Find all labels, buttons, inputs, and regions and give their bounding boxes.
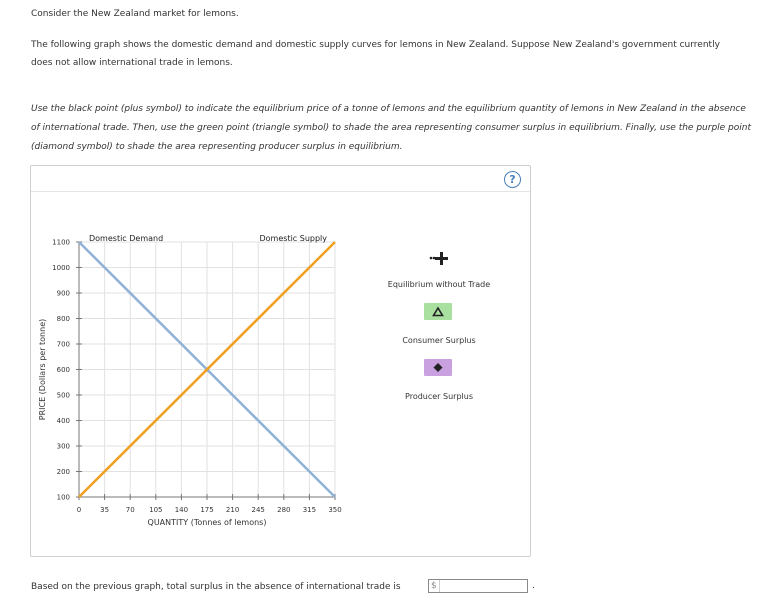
x-tick-label: 140 xyxy=(174,506,189,514)
supply-demand-chart[interactable] xyxy=(31,166,532,558)
x-tick-label: 350 xyxy=(328,506,342,514)
y-tick-label: 500 xyxy=(56,391,70,400)
y-tick-label: 1000 xyxy=(52,264,70,272)
consumer-surplus-tool[interactable] xyxy=(424,303,452,320)
y-tick-label: 800 xyxy=(56,315,70,323)
diamond-icon xyxy=(424,359,452,376)
x-tick-label: 70 xyxy=(125,506,135,514)
help-icon[interactable]: ? xyxy=(504,171,521,188)
instructions-text: Use the black point (plus symbol) to indicate the equilibrium price of a tonne of lemons and the equilibrium quantity of lemons in New Zealand in the absence of international trade. Then, use the green point (triangle symbol) to shade the area representing consumer surplus in equilibrium. Finally, use the purple point (diamond symbol) to shade the area representing producer surplus in equilibrium. xyxy=(31,104,752,152)
y-tick-label: 200 xyxy=(56,468,70,476)
y-tick-label: 100 xyxy=(56,493,70,502)
graph-panel xyxy=(30,165,531,557)
y-tick-label: 300 xyxy=(56,442,70,451)
x-tick-label: 315 xyxy=(302,506,317,514)
plus-icon[interactable] xyxy=(427,249,449,269)
labels xyxy=(38,234,342,527)
demand-label: Domestic Demand xyxy=(89,234,164,243)
y-tick-label: 700 xyxy=(56,340,70,349)
sentence-period: . xyxy=(532,581,535,591)
dollar-prefix: $ xyxy=(431,580,440,592)
tool-label-equilibrium: Equilibrium without Trade xyxy=(387,280,491,289)
x-axis-title: QUANTITY (Tonnes of lemons) xyxy=(147,518,267,527)
x-tick-label: 245 xyxy=(251,506,265,514)
y-tick-label: 400 xyxy=(56,417,70,425)
producer-surplus-tool[interactable] xyxy=(424,359,452,376)
tool-label-consumer-surplus: Consumer Surplus xyxy=(402,336,476,345)
intro-text: Consider the New Zealand market for lemons. xyxy=(31,9,239,19)
total-surplus-input[interactable] xyxy=(428,579,528,593)
x-tick-label: 0 xyxy=(76,506,82,514)
x-tick-label: 35 xyxy=(100,506,110,514)
y-tick-label: 900 xyxy=(56,289,70,298)
supply-label: Domestic Supply xyxy=(259,234,327,243)
triangle-icon xyxy=(424,303,452,320)
y-tick-label: 1100 xyxy=(52,238,70,247)
y-axis-title: PRICE (Dollars per tonne) xyxy=(38,318,47,421)
x-tick-label: 105 xyxy=(149,506,163,514)
description-text: The following graph shows the domestic demand and domestic supply curves for lemons in New Zealand. Suppose New Zealand's government currently does not allow international trade in lemons. xyxy=(31,40,720,68)
x-tick-label: 175 xyxy=(200,506,214,514)
x-tick-label: 280 xyxy=(277,506,291,514)
x-tick-label: 210 xyxy=(225,506,240,514)
y-tick-label: 600 xyxy=(56,366,70,374)
total-surplus-question: Based on the previous graph, total surplus in the absence of international trade is xyxy=(31,582,401,592)
tool-label-producer-surplus: Producer Surplus xyxy=(405,392,473,401)
